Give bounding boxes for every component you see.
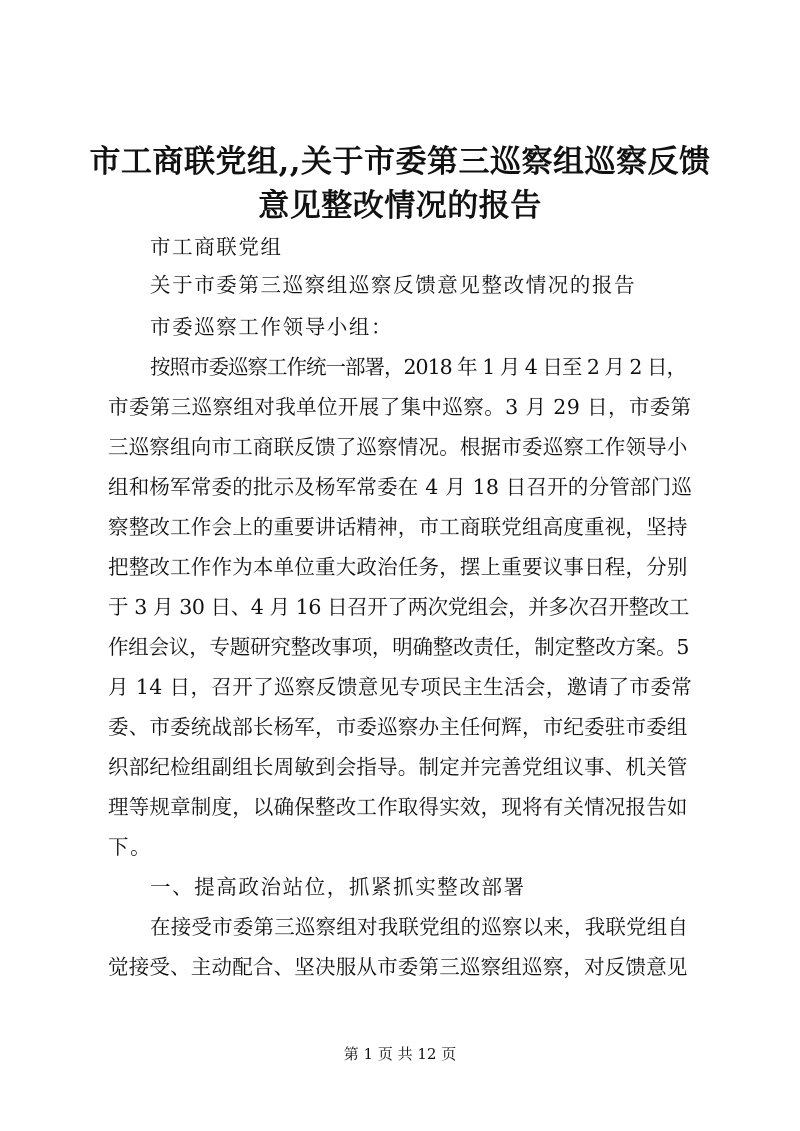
paragraph-1-line-12: 理等规章制度，以确保整改工作取得实效，现将有关情况报告如 (108, 795, 688, 819)
paragraph-1-line-4: 组和杨军常委的批示及杨军常委在 4 月 18 日召开的分管部门巡 (108, 475, 693, 499)
paragraph-2-line-2: 觉接受、主动配合、坚决服从市委第三巡察组巡察，对反馈意见 (108, 955, 688, 979)
salutation-line: 市委巡察工作领导小组： (150, 315, 394, 339)
title-line-1: 市工商联党组,,关于市委第三巡察组巡察反馈 (89, 144, 711, 180)
org-name-line: 市工商联党组 (150, 235, 283, 259)
paragraph-1-line-10: 委、市委统战部长杨军，市委巡察办主任何辉，市纪委驻市委组 (108, 715, 688, 739)
title-line-2: 意见整改情况的报告 (258, 188, 542, 224)
paragraph-2-line-1: 在接受市委第三巡察组对我联党组的巡察以来，我联党组自 (150, 915, 689, 939)
paragraph-1-line-2: 市委第三巡察组对我单位开展了集中巡察。3 月 29 日，市委第 (108, 395, 692, 419)
paragraph-1-line-8: 作组会议，专题研究整改事项，明确整改责任，制定整改方案。5 (108, 635, 690, 659)
paragraph-1-line-3: 三巡察组向市工商联反馈了巡察情况。根据市委巡察工作领导小 (108, 435, 688, 459)
paragraph-1-line-5: 察整改工作会上的重要讲话精神，市工商联党组高度重视，坚持 (108, 515, 688, 539)
report-subtitle-line: 关于市委第三巡察组巡察反馈意见整改情况的报告 (150, 273, 637, 297)
paragraph-1-line-6: 把整改工作作为本单位重大政治任务，摆上重要议事日程，分别 (108, 555, 688, 579)
page-number-footer: 第 1 页 共 12 页 (343, 1045, 457, 1063)
paragraph-1-line-7: 于 3 月 30 日、4 月 16 日召开了两次党组会，并多次召开整改工 (108, 595, 689, 619)
paragraph-1-line-1: 按照市委巡察工作统一部署，2018 年 1 月 4 日至 2 月 2 日， (150, 355, 686, 379)
document-title (60, 140, 740, 228)
paragraph-1-line-13: 下。 (108, 835, 153, 859)
section-heading-1: 一、提高政治站位，抓紧抓实整改部署 (150, 875, 526, 899)
paragraph-1-line-11: 织部纪检组副组长周敏到会指导。制定并完善党组议事、机关管 (108, 755, 688, 779)
paragraph-1-line-9: 月 14 日，召开了巡察反馈意见专项民主生活会，邀请了市委常 (108, 675, 693, 699)
